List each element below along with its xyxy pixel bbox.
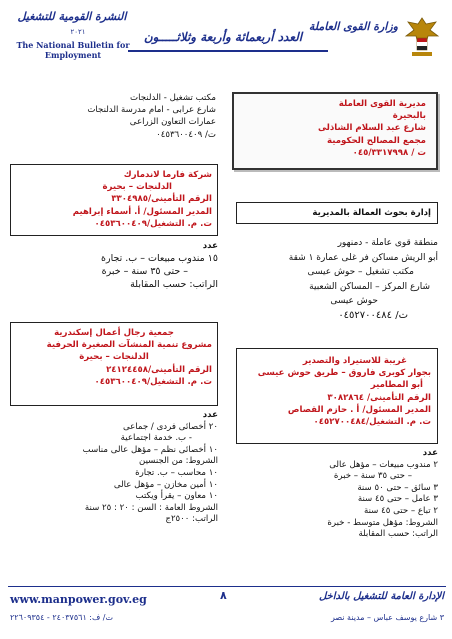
office-line: مكتب تشغيل – حوش عيسى — [307, 267, 414, 277]
eagle-emblem-icon — [402, 14, 442, 60]
job-item: – حتى ٣٥ سنة – خبرة — [101, 266, 188, 278]
page-footer — [8, 586, 446, 634]
office-phone: ت/ ٠٤٥٣٦٠٠٤٠٩ — [156, 129, 216, 140]
page-number: ٨ — [220, 589, 227, 602]
office-line: مكتب تشغيل - الدلنجات — [130, 93, 216, 103]
directorate-region: بالبحيرة — [392, 111, 426, 122]
footer-address: ٣ شارع يوسف عباس – مدينة نصر — [330, 613, 444, 622]
job-conditions: الشروط: مؤهل متوسط - خبرة — [327, 517, 438, 528]
company-card-ghariba — [236, 348, 438, 444]
company-insurance: الرقم التأمينى/٣٣٠٤٩٨٥ — [111, 194, 212, 205]
count-label: عدد — [202, 410, 218, 420]
job-item: ٢ تباع – حتى ٤٥ سنة — [363, 505, 438, 516]
company-phone: ت. م. التشغيل/٠٤٥٢٧٠٠٤٨٤ — [313, 417, 431, 428]
company-area: أبو المطامير — [370, 380, 423, 391]
research-dept-label: إدارة بحوث العمالة بالمديرية — [312, 208, 431, 218]
employment-office-block — [10, 92, 216, 141]
company-manager: المدير المسئول/ أ. أسماء إبراهيم — [72, 206, 212, 217]
job-item: ٣ عامل – حتى ٤٥ سنة — [357, 494, 438, 505]
office-line: منطقة قوى عاملة - دمنهور — [337, 238, 438, 248]
company-insurance: الرقم التأمينى/ ٣٠٨٢٨٦٤ — [327, 392, 431, 403]
general-conditions: الشروط العامة : السن : ٢٠ : ٢٥ سنة — [84, 502, 218, 513]
company-project: مشروع تنمية المنشآت الصغيرة الحرفية — [46, 340, 212, 351]
company-name: غريبة للاستيراد والتصدير — [302, 356, 407, 366]
company-insurance: الرقم التأمينى/٢٤١٢٤٤٥٨ — [106, 364, 212, 375]
job-item: ١٥ مندوب مبيعات – ب. تجارة — [101, 253, 218, 265]
job-item: – حتى ٣٥ سنة – خبرة — [333, 471, 412, 482]
job-item: ١٠ أخصائى نظم – مؤهل عالى مناسب — [82, 444, 218, 455]
bulletin-title: النشرة القومية للتشغيل — [17, 10, 127, 23]
company-name: شركة فارما لاندمارك — [123, 170, 212, 180]
directorate-card — [232, 92, 438, 170]
job-item: ٢٠ أخصائى فردى / جماعى — [123, 421, 218, 432]
directorate-street: شارع عبد السلام الشاذلى — [317, 123, 426, 134]
company-address: بجوار كوبرى فاروق – طريق حوش عيسى — [257, 368, 431, 379]
page-header — [8, 6, 446, 68]
company-card-alex-business — [10, 322, 218, 406]
directorate-phone: ت / ٠٤٥/٣٣١٧٩٩٨ — [352, 147, 426, 158]
company-location: الدلنجات – بحيرة — [102, 182, 172, 193]
company-location: الدلنجات – بحيرة — [79, 352, 149, 363]
footer-phones: ت/ ف: ٢٤٠٣٧٥٦١ - ٢٢٦٠٩٣٥٤ — [10, 613, 114, 622]
job-item: ١٠ محاسب – ب. تجارة — [135, 467, 218, 478]
header-divider — [128, 50, 328, 52]
job-item: ٢ مندوب مبيعات – مؤهل عالى — [329, 459, 438, 470]
job-item: ١٠ معاون – يقرأ ويكتب — [135, 491, 218, 502]
directorate-name: مديرية القوى العاملة — [338, 99, 426, 109]
company-phone: ت. م. التشغيل/٠٤٥٣٦٠٠٤٠٩ — [94, 376, 212, 387]
count-label: عدد — [422, 448, 438, 458]
research-dept-box — [236, 202, 438, 224]
company-card-pharma — [10, 164, 218, 236]
office-line: حوش عيسى — [330, 296, 378, 306]
issue-title: العدد أربعمائة وأربعة وثلاثـــــون — [143, 30, 303, 44]
salary: الراتب: حسب المقابلة — [358, 529, 438, 540]
job-item: - ب. خدمة اجتماعية — [120, 433, 192, 444]
job-list-alex-business — [10, 410, 218, 526]
job-item: ١٠ أمين مخازن – مؤهل عالى — [113, 479, 218, 490]
office-line: شارع عرابى - امام مدرسة الدلنجات — [87, 105, 216, 116]
bulletin-english-title: The National Bulletin for Employment — [16, 40, 130, 60]
office-line: شارع المركز – المساكن الشعبية — [309, 281, 430, 292]
company-name: جمعية رجال أعمال إسكندرية — [54, 328, 174, 338]
salary: الراتب: حسب المقابلة — [130, 279, 218, 291]
office-line: أبو الريش مساكن فر غلى عمارة ١ شقة — [288, 252, 438, 263]
company-phone: ت. م. التشغيل/٠٤٥٣٦٠٠٤٠٩ — [94, 218, 212, 229]
ministry-name: وزارة القوى العاملة — [308, 20, 398, 33]
damanhour-office-block — [234, 236, 438, 323]
website-link[interactable]: www.manpower.gov.eg — [10, 593, 147, 606]
job-item: ٣ سائق – حتى ٥٠ سنة — [357, 482, 438, 493]
bulletin-year: ٢٠٢١ — [70, 28, 86, 36]
office-line: عمارات التعاون الزراعى — [129, 117, 216, 128]
office-phone: ت/ ٠٤٥٢٧٠٠٤٨٤ — [338, 309, 408, 321]
salary: الراتب: ٢٥٠٠ج — [165, 514, 218, 525]
directorate-complex: مجمع المصالح الحكومية — [327, 135, 426, 146]
company-manager: المدير المسئول/ أ . حازم القصاص — [287, 404, 431, 415]
job-conditions: الشروط: من الجنسين — [139, 456, 218, 467]
footer-admin-name: الإدارة العامة للتشغيل بالداخل — [318, 591, 444, 602]
job-list-ghariba — [234, 448, 438, 541]
job-list-pharma — [10, 240, 218, 291]
count-label: عدد — [202, 241, 218, 251]
